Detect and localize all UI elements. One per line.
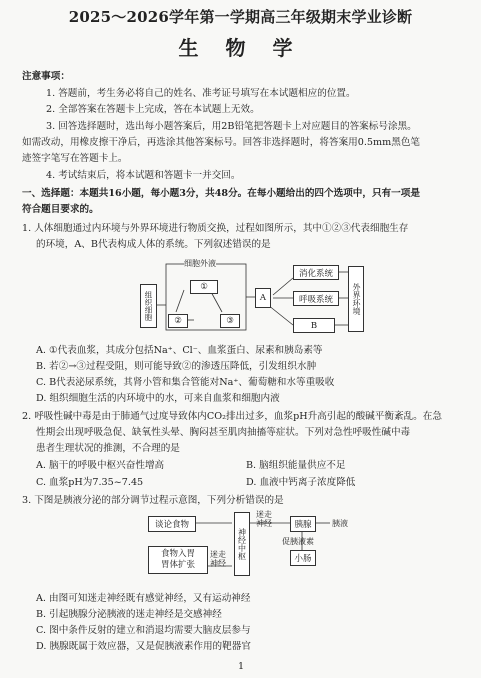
- notice-item-4: 4. 考试结束后，将本试题和答题卡一并交回。: [46, 170, 241, 181]
- q2-option-d: D. 血液中钙离子浓度降低: [246, 477, 356, 488]
- system-b-box: B: [293, 318, 335, 333]
- q2-stem-3: 患者生理状况的推测，不合理的是: [36, 443, 180, 454]
- nerve-center-box: 神经中枢: [234, 512, 250, 576]
- notice-item-3-cont: 如需改动，用橡皮擦干净后，再选涂其他答案标号。回答非选择题时，将答案用0.5mm黑色笔: [22, 137, 421, 148]
- pancreas-box: 胰腺: [290, 516, 316, 532]
- tissue-cells-box: 组织细胞: [140, 284, 157, 328]
- q2-stem-2: 性期会出现呼吸急促、缺氧性头晕、胸闷甚至肌肉抽搐等症状。下列对急性呼吸性碱中毒: [36, 427, 411, 438]
- box-3: ③: [220, 314, 240, 328]
- q1-option-d: D. 组织细胞生活的内环境中的水，可来自血浆和细胞内液: [36, 393, 280, 404]
- food-talk-box: 谈论食物: [148, 516, 196, 532]
- secretin-label: 促胰液素: [282, 537, 314, 546]
- q3-stem: 3. 下图是胰液分泌的部分调节过程示意图，下列分析错误的是: [22, 495, 284, 506]
- box-1: ①: [190, 280, 218, 294]
- notice-heading: 注意事项：: [22, 71, 70, 82]
- page-number: 1: [238, 661, 245, 672]
- notice-item-3: 3. 回答选择题时，选出每小题答案后，用2B铅笔把答题卡上对应题目的答案标号涂黑。: [46, 121, 417, 132]
- vagus-bottom-label: [210, 550, 226, 568]
- q2-option-c: C. 血浆pH为7.35~7.45: [36, 477, 144, 488]
- section-heading-line2: 符合题目要求的。: [22, 204, 99, 215]
- small-intestine-box: 小肠: [290, 550, 316, 566]
- notice-item-3-cont2: 迹签字笔写在答题卡上。: [22, 153, 128, 164]
- stomach-label: 胃体扩张: [160, 560, 195, 570]
- exam-title: 2025～2026学年第一学期高三年级期末学业诊断: [68, 8, 413, 26]
- digestive-system-box: 消化系统: [293, 265, 339, 280]
- vagus-top-label: [256, 510, 272, 528]
- external-environment-box: 外界环境: [348, 266, 364, 332]
- vagus-bottom-1: 迷走: [210, 550, 226, 559]
- system-a-box: A: [255, 288, 271, 308]
- q1-stem-2: 的环境，A、B代表构成人体的系统。下列叙述错误的是: [36, 239, 271, 250]
- q1-option-b: B. 若②→③过程受阻，则可能导致②的渗透压降低，引发组织水肿: [36, 361, 317, 372]
- vagus-bottom-2: 神经: [210, 559, 226, 568]
- box-2: ②: [168, 314, 188, 328]
- q2-stem-1: 2. 呼吸性碱中毒是由于肺通气过度导致体内CO₂排出过多，血浆pH升高引起的酸碱平衡紊乱。在急: [22, 411, 442, 422]
- q2-option-a: A. 脑干的呼吸中枢兴奋性增高: [36, 460, 165, 471]
- q3-option-b: B. 引起胰腺分泌胰液的迷走神经是交感神经: [36, 609, 222, 620]
- section-heading-rest: 在每小题给出的四个选项中，只有一项是: [247, 188, 420, 199]
- food-in-label: 食物入胃: [160, 549, 195, 559]
- notice-item-2: 2. 全部答案在答题卡上完成，答在本试题上无效。: [46, 104, 260, 115]
- q2-option-b: B. 脑组织能量供应不足: [246, 460, 346, 471]
- food-stomach-box: [148, 546, 208, 574]
- q1-option-c: C. B代表泌尿系统，其肾小管和集合管能对Na⁺、葡萄糖和水等重吸收: [36, 377, 335, 388]
- q3-option-a: A. 由图可知迷走神经既有感觉神经，又有运动神经: [36, 593, 251, 604]
- subject-title: 生 物 学: [178, 36, 303, 60]
- q1-option-a: A. ①代表血浆，其成分包括Na⁺、Cl⁻、血浆蛋白、尿素和胰岛素等: [36, 345, 323, 356]
- respiratory-system-box: 呼吸系统: [293, 291, 339, 306]
- pancreatic-juice-label: 胰液: [332, 519, 348, 528]
- vagus-top-2: 神经: [256, 519, 272, 528]
- vagus-top-1: 迷走: [256, 510, 272, 519]
- q1-stem-1: 1. 人体细胞通过内环境与外界环境进行物质交换，过程如图所示，其中①②③代表细胞生存: [22, 223, 409, 234]
- q3-option-c: C. 图中条件反射的建立和消退均需要大脑皮层参与: [36, 625, 251, 636]
- notice-item-1: 1. 答题前，考生务必将自己的姓名、准考证号填写在本试题相应的位置。: [46, 88, 356, 99]
- section-heading-bold: 一、选择题：本题共16小题，每小题3分，共48分。: [22, 188, 248, 199]
- q3-option-d: D. 胰腺既属于效应器，又是促胰液素作用的靶器官: [36, 641, 251, 652]
- extracellular-label: 细胞外液: [184, 259, 216, 268]
